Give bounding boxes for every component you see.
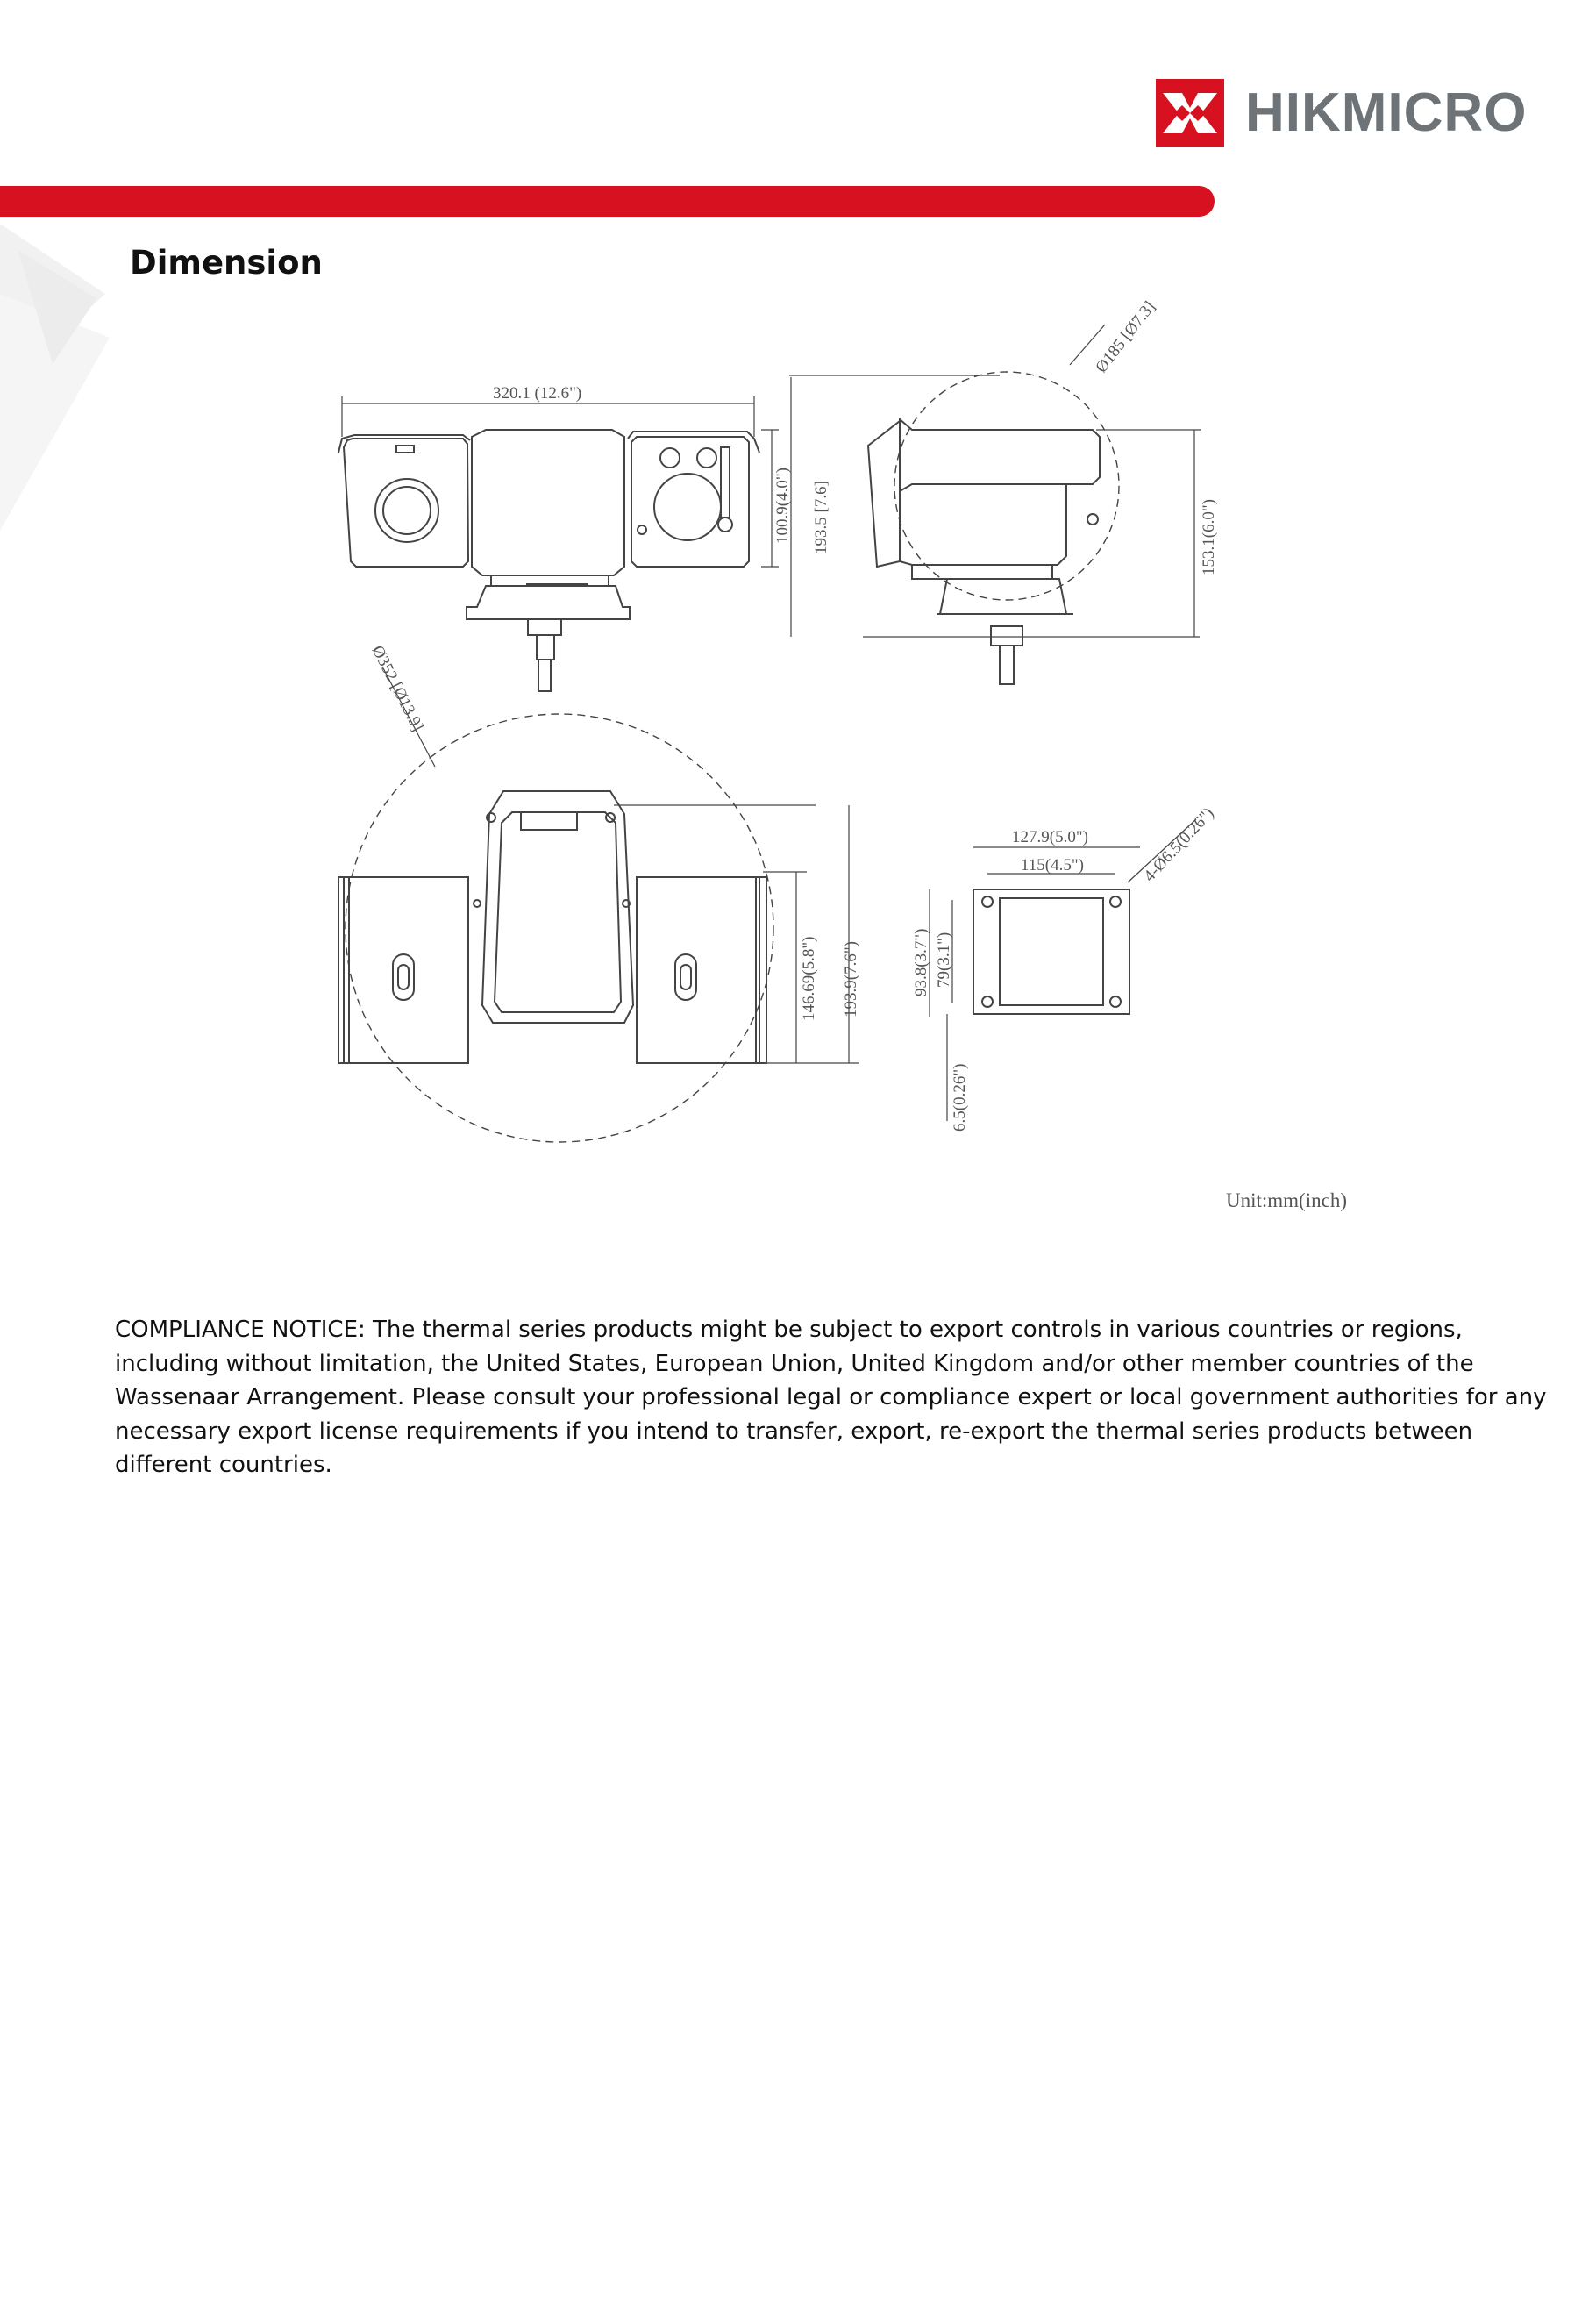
dim-base-depth-inner: 79(3.1") [935,932,953,988]
dim-depth-top-inner: 146.69(5.8") [800,936,818,1021]
dim-base-width-inner: 115(4.5") [1021,856,1084,875]
camera-side-view [789,325,1201,684]
dim-base-width-outer: 127.9(5.0") [1012,828,1088,846]
notice-line: COMPLIANCE NOTICE: The thermal series products might be subject to export controls in various countries or regions, [115,1317,1463,1343]
camera-top-view [338,667,859,1142]
dim-base-hole: 4-Ø6.5(0.26") [1140,803,1218,886]
hikmicro-logo [1156,79,1528,147]
compliance-notice [115,1313,1547,1482]
notice-line: including without limitation, the United States, European Union, United Kingdom and/or other member countries of the [115,1350,1474,1377]
dim-width-front: 320.1 (12.6") [493,384,582,403]
page-title: Dimension [130,244,323,282]
unit-label: Unit:mm(inch) [1226,1189,1347,1211]
dimension-drawing [298,289,1386,1228]
hikmicro-logo-icon [1156,79,1224,147]
dim-height-front-inner: 100.9(4.0") [773,468,792,544]
notice-line: Wassenaar Arrangement. Please consult your professional legal or compliance expert or local government authorities for any [115,1384,1547,1410]
dim-base-margin: 6.5(0.26") [951,1063,969,1132]
dim-height-side: 153.1(6.0") [1200,499,1218,575]
dim-circle-side: Ø185 [Ø7.3] [1092,297,1159,377]
notice-line: different countries. [115,1452,332,1478]
notice-line: necessary export license requirements if you intend to transfer, export, re-export the thermal series products between [115,1417,1473,1445]
dim-base-depth-outer: 93.8(3.7") [912,928,930,996]
brand-name: HIKMICRO [1245,82,1528,143]
dim-depth-top-outer: 193.9(7.6") [842,941,860,1017]
camera-front-view [338,377,791,691]
decorative-shape [0,215,123,531]
dim-circle-top: Ø352 [Ø13.9] [367,642,427,735]
header-accent-bar [0,186,1215,217]
dim-height-front-outer: 193.5 [7.6] [812,481,830,554]
